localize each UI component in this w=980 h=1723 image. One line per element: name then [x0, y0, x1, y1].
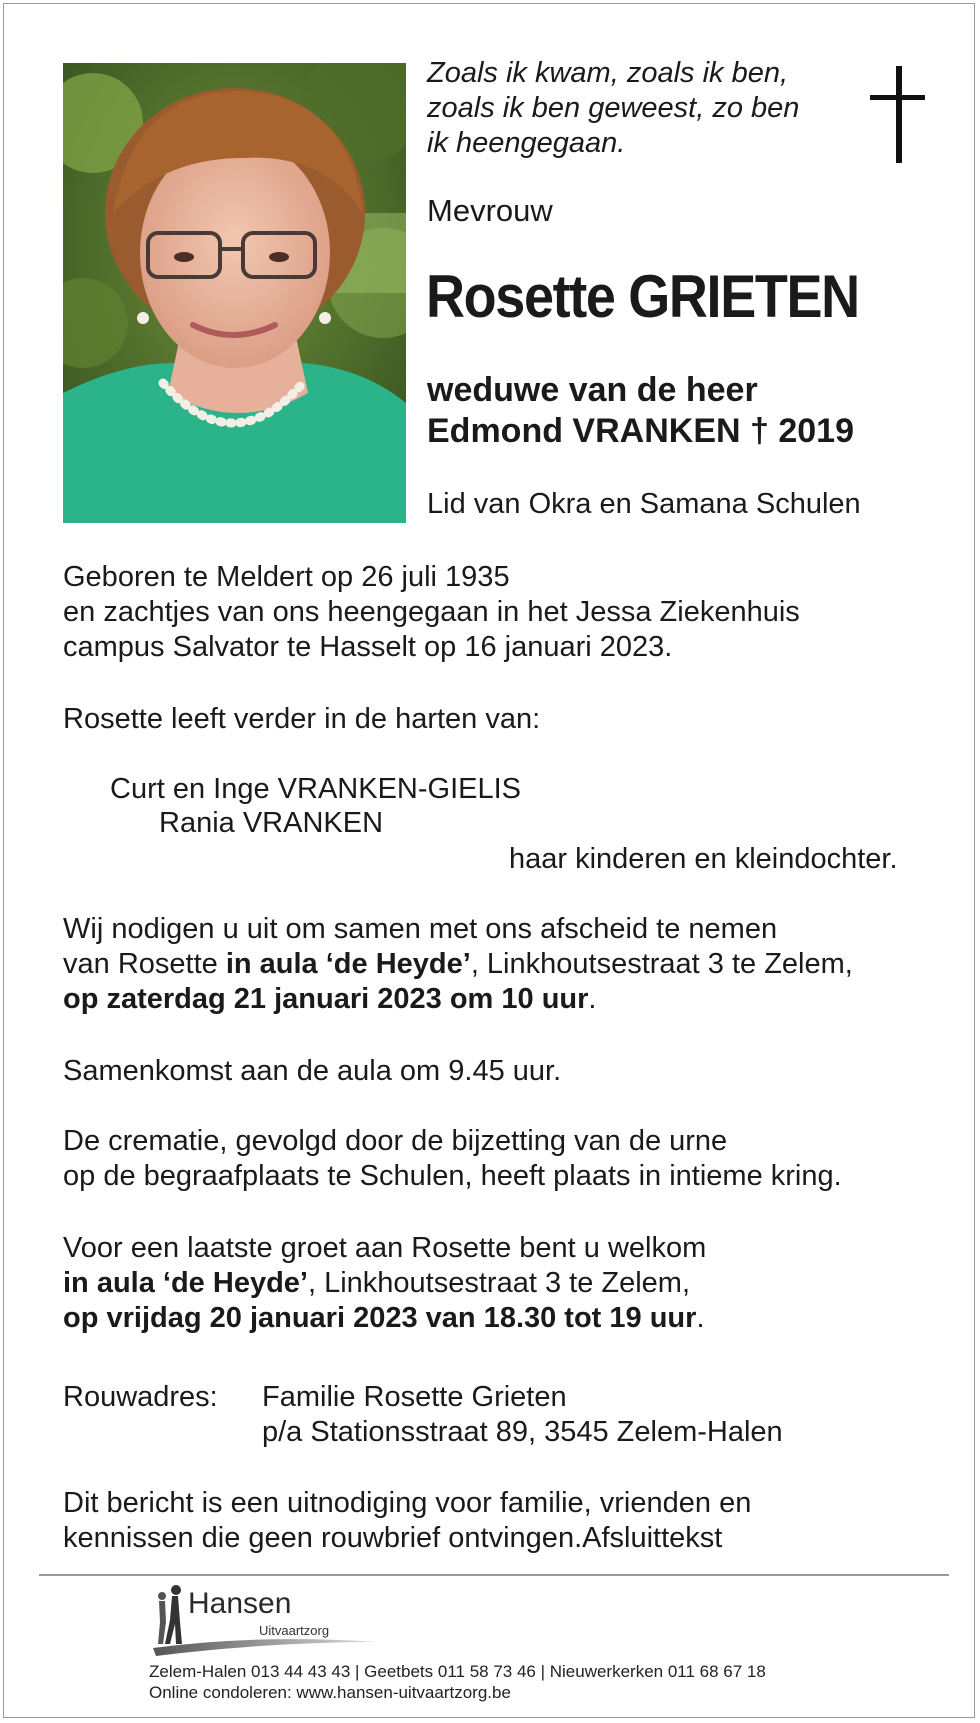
visit-text: . — [696, 1302, 705, 1334]
visit-venue: in aula ‘de Heyde’ — [63, 1267, 308, 1299]
spouse-line: weduwe van de heer — [427, 371, 758, 409]
farewell-line — [63, 947, 853, 982]
notice-line: kennissen die geen rouwbrief ontvingen.Afsluittekst — [63, 1522, 723, 1554]
address-label: Rouwadres: — [63, 1381, 218, 1413]
farewell-line — [63, 982, 853, 1017]
cremation-text — [63, 1124, 842, 1194]
birth-line: en zachtjes van ons heengegaan in het Jessa Ziekenhuis — [63, 596, 800, 628]
farewell-line: Wij nodigen u uit om samen met ons afscheid te nemen — [63, 913, 778, 945]
farewell-invitation — [63, 912, 853, 1017]
membership: Lid van Okra en Samana Schulen — [427, 488, 861, 520]
farewell-date: op zaterdag 21 januari 2023 om 10 uur — [63, 983, 589, 1015]
family-line-1: Curt en Inge VRANKEN-GIELIS — [110, 773, 521, 805]
farewell-text: van Rosette — [63, 948, 226, 980]
contact-info — [149, 1661, 766, 1703]
spouse-info — [427, 370, 854, 452]
address-line: Familie Rosette Grieten — [262, 1381, 567, 1413]
online-condolence: Online condoleren: www.hansen-uitvaartzorg.be — [149, 1683, 511, 1702]
phone-numbers: Zelem-Halen 013 44 43 43 | Geetbets 011 58 73 46 | Nieuwerkerken 011 68 67 18 — [149, 1662, 766, 1681]
title-prefix: Mevrouw — [427, 193, 553, 228]
poem — [427, 56, 827, 161]
poem-line: Zoals ik kwam, zoals ik ben, — [427, 57, 789, 89]
address-line: p/a Stationsstraat 89, 3545 Zelem-Halen — [262, 1416, 783, 1448]
notice-text — [63, 1486, 751, 1556]
visit-invitation — [63, 1231, 706, 1336]
farewell-venue: in aula ‘de Heyde’ — [225, 948, 471, 980]
logo-subtitle: Uitvaartzorg — [259, 1623, 330, 1638]
obituary-card — [3, 3, 975, 1718]
visit-text: , Linkhoutsestraat 3 te Zelem, — [307, 1267, 691, 1299]
divider — [39, 1574, 949, 1576]
cremation-line: De crematie, gevolgd door de bijzetting van de urne — [63, 1125, 728, 1157]
address-block — [262, 1380, 783, 1450]
logo-name: Hansen — [188, 1587, 292, 1620]
notice-line: Dit bericht is een uitnodiging voor familie, vrienden en — [63, 1487, 752, 1519]
farewell-text: , Linkhoutsestraat 3 te Zelem, — [470, 948, 853, 980]
birth-line: Geboren te Meldert op 26 juli 1935 — [63, 561, 510, 593]
farewell-text: . — [588, 983, 597, 1015]
lives-on-text: Rosette leeft verder in de harten van: — [63, 703, 541, 735]
portrait-photo — [63, 63, 406, 523]
spouse-line: Edmond VRANKEN † 2019 — [427, 412, 854, 450]
visit-line: Voor een laatste groet aan Rosette bent u welkom — [63, 1232, 707, 1264]
birth-info — [63, 560, 800, 665]
visit-line — [63, 1301, 706, 1336]
poem-line: ik heengegaan. — [427, 127, 626, 159]
visit-date: op vrijdag 20 januari 2023 van 18.30 tot 19 uur — [63, 1302, 697, 1334]
poem-line: zoals ik ben geweest, zo ben — [427, 92, 800, 124]
birth-line: campus Salvator te Hasselt op 16 januari 2023. — [63, 631, 673, 663]
deceased-name: Rosette GRIETEN — [426, 263, 859, 330]
gathering-text: Samenkomst aan de aula om 9.45 uur. — [63, 1055, 562, 1087]
family-closing: haar kinderen en kleindochter. — [509, 843, 898, 875]
cross-icon — [870, 66, 925, 163]
visit-line — [63, 1266, 706, 1301]
family-line-2: Rania VRANKEN — [159, 807, 384, 839]
cremation-line: op de begraafplaats te Schulen, heeft plaats in intieme kring. — [63, 1160, 842, 1192]
